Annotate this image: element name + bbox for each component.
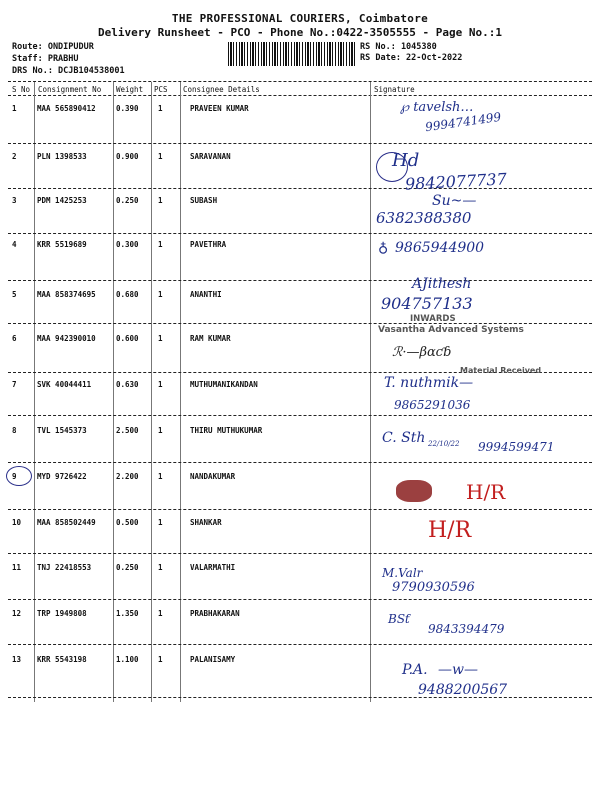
row-12-pcs: 1 xyxy=(158,609,163,618)
row-10-sno: 10 xyxy=(12,518,22,527)
drs-number: DRS No.: DCJB104538001 xyxy=(12,66,125,76)
row-10-weight: 0.500 xyxy=(116,518,139,527)
row-7-pcs: 1 xyxy=(158,380,163,389)
barcode xyxy=(228,42,356,66)
signature-2-phone: 9842077737 xyxy=(404,169,508,194)
row-6-pcs: 1 xyxy=(158,334,163,343)
row-2-pcs: 1 xyxy=(158,152,163,161)
row-9-consignment: MYD 9726422 xyxy=(37,472,87,481)
rs-number: RS No.: 1045380 xyxy=(360,42,437,52)
signature-12-phone: 9843394479 xyxy=(428,622,505,636)
row-1-consignment: MAA 565890412 xyxy=(37,104,96,113)
row-5-consignee: ANANTHI xyxy=(190,290,222,299)
row-12-consignment: TRP 1949808 xyxy=(37,609,87,618)
signature-2-scribble: Hd xyxy=(392,150,420,171)
signature-8-phone: 9994599471 xyxy=(478,440,555,454)
row-8-weight: 2.500 xyxy=(116,426,139,435)
col-divider xyxy=(34,82,35,702)
signature-1-phone: 9994741499 xyxy=(424,109,502,135)
row-10-consignment: MAA 858502449 xyxy=(37,518,96,527)
row-8-consignment: TVL 1545373 xyxy=(37,426,87,435)
row-8-sno: 8 xyxy=(12,426,17,435)
row-5-weight: 0.680 xyxy=(116,290,139,299)
stamp-inwards: INWARDS xyxy=(410,314,456,324)
signature-13-name: P.A. xyxy=(402,662,428,678)
col-divider xyxy=(113,82,114,702)
col-divider xyxy=(151,82,152,702)
signature-13-scribble: —w— xyxy=(438,662,478,678)
row-2-weight: 0.900 xyxy=(116,152,139,161)
row-6-consignment: MAA 942390010 xyxy=(37,334,96,343)
sheet-title: Delivery Runsheet - PCO - Phone No.:0422-3505555 - Page No.:1 xyxy=(98,26,502,39)
row-6-consignee: RAM KUMAR xyxy=(190,334,231,343)
signature-11-scribble: M.Valr xyxy=(382,566,423,580)
row-3-weight: 0.250 xyxy=(116,196,139,205)
row-divider xyxy=(8,280,592,281)
row-3-sno: 3 xyxy=(12,196,17,205)
col-divider xyxy=(370,82,371,702)
col-pcs: PCS xyxy=(154,85,168,94)
row-1-consignee: PRAVEEN KUMAR xyxy=(190,104,249,113)
row-8-consignee: THIRU MUTHUKUMAR xyxy=(190,426,263,435)
row-6-weight: 0.600 xyxy=(116,334,139,343)
row-7-weight: 0.630 xyxy=(116,380,139,389)
row-4-consignee: PAVETHRA xyxy=(190,240,227,249)
row-12-weight: 1.350 xyxy=(116,609,139,618)
row-6-sno: 6 xyxy=(12,334,17,343)
row-9-weight: 2.200 xyxy=(116,472,139,481)
signature-7-phone: 9865291036 xyxy=(394,398,471,412)
row-13-consignment: KRR 5543198 xyxy=(37,655,87,664)
row-1-sno: 1 xyxy=(12,104,17,113)
row-9-pcs: 1 xyxy=(158,472,163,481)
signature-8-scribble: C. Sth xyxy=(382,430,426,446)
col-divider xyxy=(180,82,181,702)
signature-3-scribble: Su~— xyxy=(432,193,477,209)
row-divider xyxy=(8,553,592,554)
col-consignee: Consignee Details xyxy=(183,85,260,94)
header-bottom-rule xyxy=(8,95,592,96)
row-7-consignee: MUTHUMANIKANDAN xyxy=(190,380,258,389)
row-2-sno: 2 xyxy=(12,152,17,161)
row-13-pcs: 1 xyxy=(158,655,163,664)
row-13-sno: 13 xyxy=(12,655,22,664)
row-12-consignee: PRABHAKARAN xyxy=(190,609,240,618)
row-11-consignee: VALARMATHI xyxy=(190,563,236,572)
col-sno: S No xyxy=(12,85,31,94)
rs-date: RS Date: 22-Oct-2022 xyxy=(360,53,463,63)
row-4-weight: 0.300 xyxy=(116,240,139,249)
row-9-sno: 9 xyxy=(12,472,17,481)
signature-6-scribble: ℛ·—βɑƈɓ xyxy=(392,345,452,360)
stamp-company: Vasantha Advanced Systems xyxy=(378,325,524,335)
row-divider xyxy=(8,599,592,600)
company-title: THE PROFESSIONAL COURIERS, Coimbatore xyxy=(171,12,429,25)
row-5-pcs: 1 xyxy=(158,290,163,299)
signature-5-name: AJithesh xyxy=(412,276,472,292)
signature-11-phone: 9790930596 xyxy=(392,580,475,595)
row-divider xyxy=(8,644,592,645)
signature-1-scribble: ℘ tavelsh… xyxy=(400,100,474,115)
row-4-sno: 4 xyxy=(12,240,17,249)
row-2-consignment: PLN 1398533 xyxy=(37,152,87,161)
row-10-consignee: SHANKAR xyxy=(190,518,222,527)
row-2-consignee: SARAVANAN xyxy=(190,152,231,161)
signature-7-scribble: T. nuthmik— xyxy=(384,375,474,391)
row-divider xyxy=(8,415,592,416)
row-7-sno: 7 xyxy=(12,380,17,389)
row-9-consignee: NANDAKUMAR xyxy=(190,472,236,481)
signature-12-scribble: BSƭ xyxy=(388,612,410,626)
row-4-pcs: 1 xyxy=(158,240,163,249)
row-11-consignment: TNJ 22418553 xyxy=(37,563,92,572)
signature-4-mark: ♁ xyxy=(378,240,389,256)
signature-10-hr: H/R xyxy=(428,518,472,543)
row-5-sno: 5 xyxy=(12,290,17,299)
signature-9-hr: H/R xyxy=(466,480,506,504)
row-3-pcs: 1 xyxy=(158,196,163,205)
row-11-sno: 11 xyxy=(12,563,22,572)
row-10-pcs: 1 xyxy=(158,518,163,527)
signature-9-scribble xyxy=(396,480,432,502)
row-11-weight: 0.250 xyxy=(116,563,139,572)
row-divider xyxy=(8,509,592,510)
row-13-weight: 1.100 xyxy=(116,655,139,664)
stamp-material-received: Material Received xyxy=(460,366,542,375)
row-4-consignment: KRR 5519689 xyxy=(37,240,87,249)
col-weight: Weight xyxy=(116,85,144,94)
row-8-pcs: 1 xyxy=(158,426,163,435)
signature-3-phone: 6382388380 xyxy=(376,209,472,227)
signature-8-date: 22/10/22 xyxy=(428,440,460,448)
col-signature: Signature xyxy=(374,85,415,94)
row-7-consignment: SVK 40044411 xyxy=(37,380,92,389)
row-3-consignee: SUBASH xyxy=(190,196,218,205)
header-top-rule xyxy=(8,81,592,82)
row-divider xyxy=(8,323,592,324)
signature-5-phone: 904757133 xyxy=(381,294,473,313)
staff-label: Staff: PRABHU xyxy=(12,54,79,64)
row-1-pcs: 1 xyxy=(158,104,163,113)
row-13-consignee: PALANISAMY xyxy=(190,655,236,664)
row-divider xyxy=(8,233,592,234)
route-label: Route: ONDIPUDUR xyxy=(12,42,94,52)
row-3-consignment: PDM 1425253 xyxy=(37,196,87,205)
row-1-weight: 0.390 xyxy=(116,104,139,113)
row-divider xyxy=(8,143,592,144)
serial-9-circle xyxy=(6,466,32,486)
signature-4-phone: 9865944900 xyxy=(395,240,485,256)
signature-13-phone: 9488200567 xyxy=(418,682,508,698)
row-11-pcs: 1 xyxy=(158,563,163,572)
row-12-sno: 12 xyxy=(12,609,22,618)
row-5-consignment: MAA 858374695 xyxy=(37,290,96,299)
col-consignment: Consignment No xyxy=(38,85,102,94)
row-divider xyxy=(8,462,592,463)
